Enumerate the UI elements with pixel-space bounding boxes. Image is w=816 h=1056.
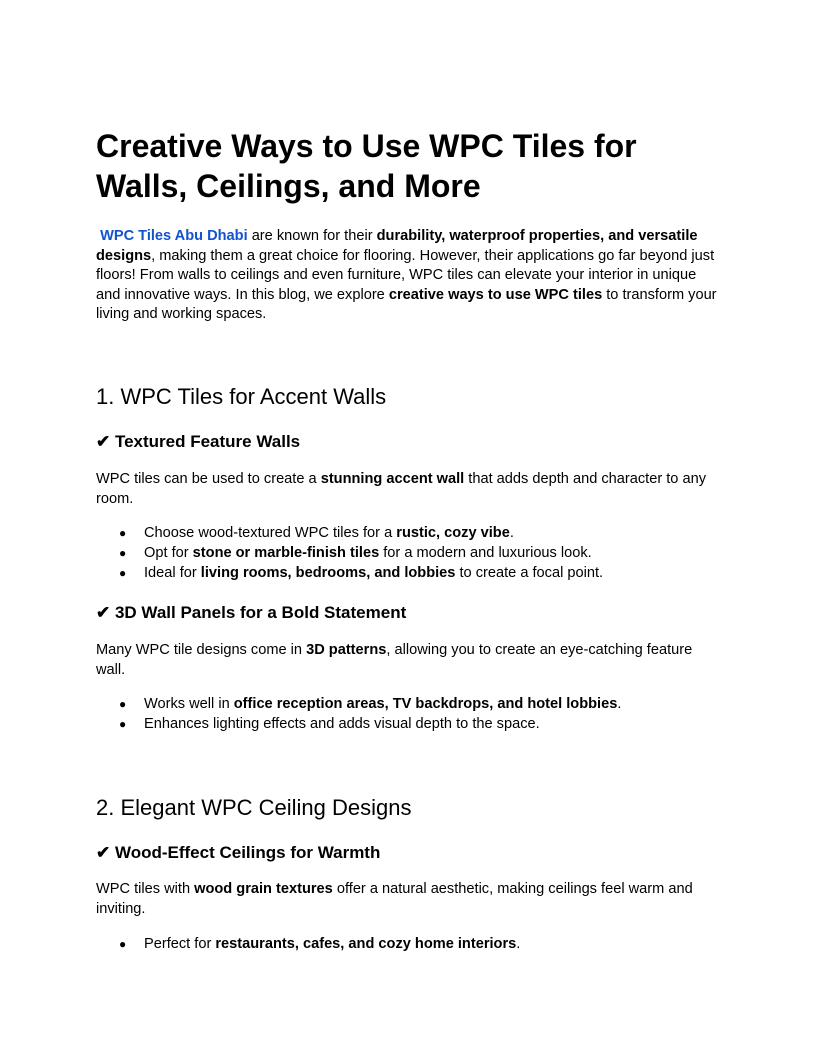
section-1-sub-2-list <box>96 695 724 735</box>
bullet-icon: ● <box>119 716 127 731</box>
para-text: WPC tiles can be used to create a <box>96 471 321 487</box>
item-text: . <box>516 936 521 952</box>
intro-paragraph <box>96 227 724 325</box>
para-text: that adds depth and character to any room. <box>96 471 707 507</box>
para-text: , allowing you to create an eye-catching feature wall. <box>96 642 693 678</box>
item-bold: rustic, cozy vibe <box>396 525 510 541</box>
para-bold: wood grain textures <box>194 881 333 897</box>
item-bold: stone or marble-finish tiles <box>192 544 380 561</box>
intro-text-3: to transform your living and working spaces. <box>96 286 717 322</box>
section-1-sub-1-paragraph <box>96 470 724 509</box>
item-text: to create a focal point. <box>455 564 604 581</box>
list-item <box>96 524 724 544</box>
item-text: . <box>617 696 622 712</box>
item-text: Choose wood-textured WPC tiles for a <box>144 525 397 541</box>
list-item <box>96 544 724 564</box>
item-bold: office reception areas, TV backdrops, and hotel lobbies <box>233 696 618 712</box>
list-item <box>96 715 724 735</box>
para-text: offer a natural aesthetic, making ceilings feel warm and inviting. <box>96 881 693 917</box>
item-bold: living rooms, bedrooms, and lobbies <box>200 564 456 581</box>
section-2-heading: 2. Elegant WPC Ceiling Designs <box>96 795 412 820</box>
item-text: Perfect for <box>144 936 216 952</box>
intro-bold-2: creative ways to use WPC tiles <box>388 286 603 303</box>
list-item <box>96 695 724 715</box>
section-1-heading: 1. WPC Tiles for Accent Walls <box>96 384 387 409</box>
section-1-sub-1-list <box>96 524 724 583</box>
section-2-sub-1-heading: ✔ Wood-Effect Ceilings for Warmth <box>96 843 381 862</box>
list-item <box>96 935 724 955</box>
section-2-sub-1-paragraph <box>96 880 724 919</box>
item-bold: restaurants, cafes, and cozy home interiors <box>215 936 517 952</box>
intro-text-2: , making them a great choice for flooring. However, their applications go far beyond just floors! From walls to ceilings and even furniture, WPC tiles can elevate your interior in unique and innovative ways. In this blog, we explore <box>96 247 715 303</box>
item-text: Enhances lighting effects and adds visual depth to the space. <box>144 715 540 732</box>
bullet-icon: ● <box>119 545 127 560</box>
bullet-icon: ● <box>119 526 127 540</box>
para-bold: 3D patterns <box>306 642 387 658</box>
bullet-icon: ● <box>119 565 127 580</box>
wpc-tiles-link[interactable]: WPC Tiles Abu Dhabi <box>100 228 248 244</box>
item-text: Works well in <box>144 696 234 712</box>
item-text: for a modern and luxurious look. <box>379 544 592 561</box>
intro-bold-1: durability, waterproof properties, and versatile designs <box>96 228 698 264</box>
section-1-sub-2-heading: ✔ 3D Wall Panels for a Bold Statement <box>96 603 407 622</box>
section-1-sub-1-heading: ✔ Textured Feature Walls <box>96 432 301 451</box>
item-text: Opt for <box>144 544 193 561</box>
para-text: Many WPC tile designs come in <box>96 642 307 658</box>
bullet-icon: ● <box>119 937 127 951</box>
item-text: Ideal for <box>144 564 201 581</box>
section-2-sub-1-list <box>96 935 724 955</box>
para-text: WPC tiles with <box>96 881 195 897</box>
list-item <box>96 564 724 584</box>
bullet-icon: ● <box>119 697 127 711</box>
page-title: Creative Ways to Use WPC Tiles for Walls, Ceilings, and More <box>96 128 637 204</box>
intro-text-1: are known for their <box>247 228 377 244</box>
section-1-sub-2-paragraph <box>96 641 724 680</box>
para-bold: stunning accent wall <box>320 471 465 487</box>
item-text: . <box>509 525 514 541</box>
